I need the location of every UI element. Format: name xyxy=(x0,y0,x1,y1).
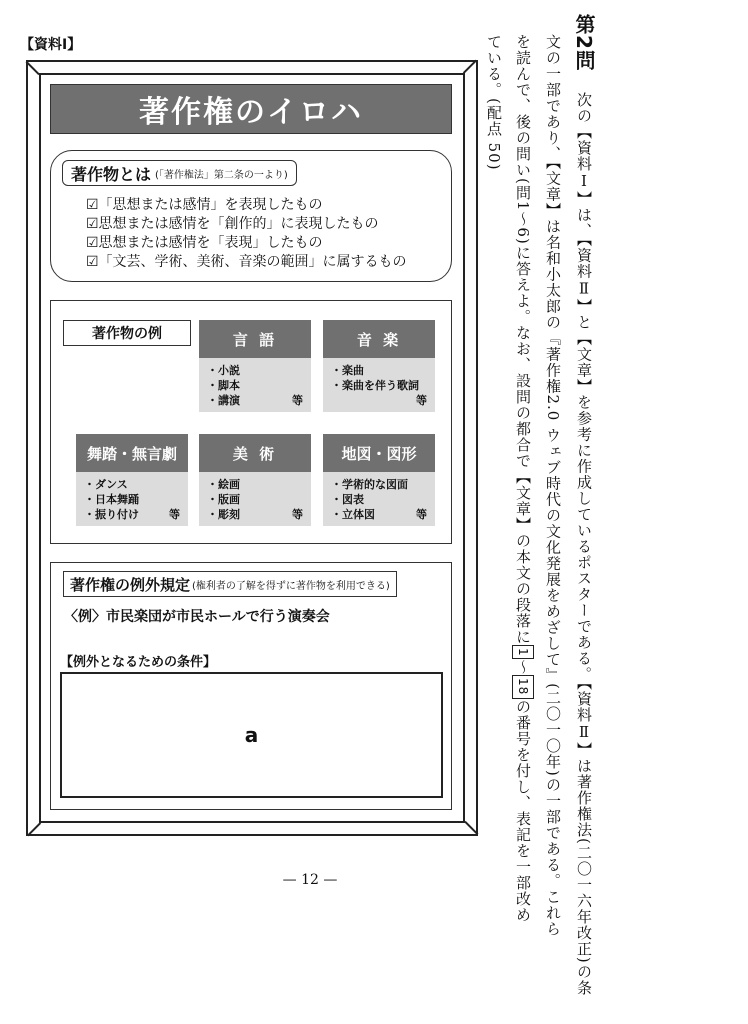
definition-heading-note: (「著作権法」第二条の一より) xyxy=(155,169,288,181)
material-label: 【資料Ⅰ】 xyxy=(20,37,82,53)
category-art-body xyxy=(199,472,311,526)
question-text-part: 〜 xyxy=(514,659,532,676)
poster-title: 著作権のイロハ xyxy=(50,84,452,134)
category-item: ・講演 xyxy=(207,394,240,407)
category-art-heading: 美 術 xyxy=(199,434,311,472)
category-language-heading: 言 語 xyxy=(199,320,311,358)
category-item: ・日本舞踊 xyxy=(84,493,139,506)
paragraph-number-box: 1 xyxy=(512,645,534,660)
category-language-body xyxy=(199,358,311,412)
category-item: ・立体図 xyxy=(331,508,375,521)
category-item: ・脚本 xyxy=(207,379,240,392)
category-music-heading: 音 楽 xyxy=(323,320,435,358)
category-item: ・振り付け xyxy=(84,508,139,521)
category-item: ・彫刻 xyxy=(207,508,240,521)
question-text-part: の番号を付し、表記を一部改め xyxy=(514,698,532,923)
exception-example: 〈例〉市民楽団が市民ホールで行う演奏会 xyxy=(64,609,330,625)
category-item: ・小説 xyxy=(207,364,240,377)
exception-heading xyxy=(63,571,397,597)
question-heading: 第2問 xyxy=(572,14,596,71)
page-number: — 12 — xyxy=(282,872,338,888)
category-suffix: 等 xyxy=(169,508,180,521)
definition-item: ☑思想または感情を「表現」したもの xyxy=(86,235,323,251)
answer-blank-a: a xyxy=(60,672,443,798)
category-item: ・学術的な図面 xyxy=(331,478,408,491)
category-item: ・絵画 xyxy=(207,478,240,491)
definition-item: ☑思想または感情を「創作的」に表現したもの xyxy=(86,216,379,232)
paragraph-number-box: 18 xyxy=(512,675,534,698)
category-maps-body xyxy=(323,472,435,526)
category-item: ・楽曲を伴う歌詞 xyxy=(331,379,419,392)
category-suffix: 等 xyxy=(292,394,303,407)
question-text-column: 文の一部であり、【文章】は名和小太郎の『著作権2.0 ウェブ時代の文化発展をめざして』(二〇一〇年)の一部である。これら xyxy=(544,34,562,937)
question-text-column: ている。(配点 50) xyxy=(485,34,503,171)
category-item: ・楽曲 xyxy=(331,364,364,377)
category-item: ・ダンス xyxy=(84,478,128,491)
question-text-column: 次の【資料Ⅰ】は、【資料Ⅱ】と【文章】を参考に作成しているポスターである。【資料Ⅱ】は著作権法(二〇一六年改正)の条 xyxy=(575,92,593,996)
category-item: ・図表 xyxy=(331,493,364,506)
category-dance-body xyxy=(76,472,188,526)
category-item: ・版画 xyxy=(207,493,240,506)
category-suffix: 等 xyxy=(416,508,427,521)
category-music-body xyxy=(323,358,435,412)
exception-conditions-label: 【例外となるための条件】 xyxy=(60,655,217,670)
question-text-column xyxy=(512,34,534,923)
exception-heading-text: 著作権の例外規定 xyxy=(70,575,191,594)
definition-item: ☑「文芸、学術、美術、音楽の範囲」に属するもの xyxy=(86,254,407,270)
category-dance-heading: 舞踏・無言劇 xyxy=(76,434,188,472)
definition-heading-text: 著作物とは xyxy=(71,164,152,184)
category-suffix: 等 xyxy=(416,394,427,407)
category-maps-heading: 地図・図形 xyxy=(323,434,435,472)
definition-heading xyxy=(62,160,297,186)
exception-heading-note: (権利者の了解を得ずに著作物を利用できる) xyxy=(192,580,390,592)
works-examples-label: 著作物の例 xyxy=(63,320,191,346)
definition-item: ☑「思想または感情」を表現したもの xyxy=(86,197,323,213)
question-text-part: を読んで、後の問い(問1〜6)に答えよ。なお、設問の都合で【文章】の本文の段落に xyxy=(514,34,532,645)
category-suffix: 等 xyxy=(292,508,303,521)
